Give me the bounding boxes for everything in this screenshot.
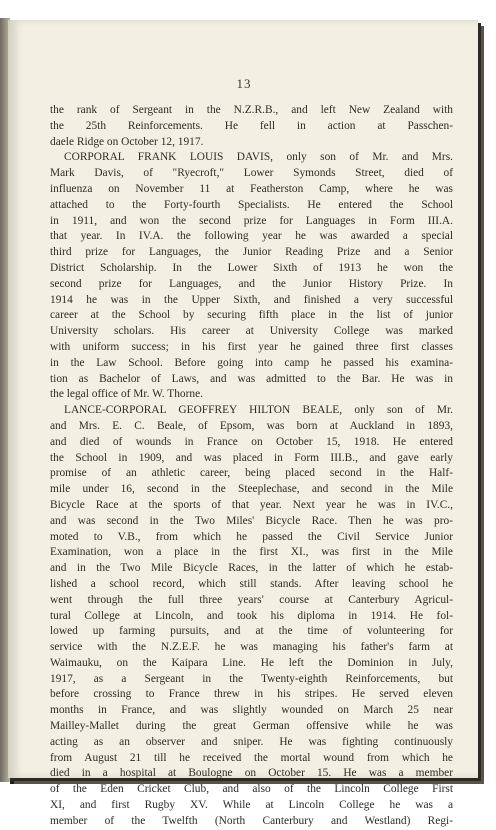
text-line: in the Law School. Before going into camp he passed his examina-: [50, 356, 453, 369]
text-line: 1914 he was in the Upper Sixth, and finished a very successful: [50, 293, 453, 306]
text-line: Mark Davis, of "Ryecroft," Lower Symonds Street, died of: [50, 167, 453, 180]
text-line: the legal office of Mr. W. Thorne.: [50, 388, 203, 401]
text-line: and in the Two Mile Bicycle Races, in the latter of which he estab-: [50, 562, 453, 575]
text-line: went through the full three years' course at Canterbury Agricul-: [50, 593, 453, 606]
text-line: service with the N.Z.E.F. he was managing his father's farm at: [50, 641, 453, 654]
text-line: from August 21 till he received the mortal wound from which he: [50, 751, 453, 764]
text-line: third prize for Languages, the Junior Reading Prize and a Senior: [50, 246, 453, 259]
text-line: tural College at Lincoln, and took his diploma in 1914. He fol-: [50, 609, 453, 622]
text-line: and died of wounds in France on October 15, 1918. He entered: [50, 435, 453, 448]
text-line: promise of an athletic career, being placed second in the Half-: [50, 467, 453, 480]
text-line: Examination, won a place in the first XI., was first in the Mile: [50, 546, 453, 559]
text-line: mile under 16, second in the Steeplechase, and second in the Mile: [50, 483, 453, 496]
text-line: lowed up farming pursuits, and at the time of volunteering for: [50, 625, 453, 638]
text-line: that year. In IV.A. the following year he was awarded a special: [50, 230, 453, 243]
text-line: the rank of Sergeant in the N.Z.R.B., and left New Zealand with: [50, 104, 453, 116]
text-line: attached to the Forty-fourth Specialists. He entered the School: [50, 198, 453, 211]
text-line: member of the Twelfth (North Canterbury and Westland) Regi-: [50, 814, 453, 827]
text-line: tion as Bachelor of Laws, and was admitted to the Bar. He was in: [50, 372, 453, 385]
text-line: lished a school record, which still stands. After leaving school he: [50, 577, 453, 590]
text-line: LANCE-CORPORAL GEOFFREY HILTON BEALE, only son of Mr.: [64, 404, 453, 417]
text-line: Waimauku, on the Kaipara Line. He left the Dominion in July,: [50, 656, 453, 669]
page-body-text: [50, 103, 453, 830]
text-line: in 1911, and won the second prize for Languages in Form III.A.: [50, 214, 453, 227]
text-line: before crossing to France threw in his stripes. He served eleven: [50, 688, 453, 701]
text-line: and Mrs. E. C. Beale, of Epsom, was born at Auckland in 1893,: [50, 419, 453, 432]
text-line: District Scholarship. In the Lower Sixth of 1913 he won the: [50, 261, 453, 274]
text-line: the 25th Reinforcements. He fell in action at Passchen-: [50, 119, 453, 132]
text-line: influenza on November 11 at Featherston Camp, where he was: [50, 182, 453, 195]
text-line: career at the School by securing fifth place in the list of junior: [50, 309, 453, 322]
text-line: and was second in the Two Miles' Bicycle Race. Then he was pro-: [50, 514, 453, 527]
text-line: died in a hospital at Boulogne on October 15. He was a member: [50, 767, 453, 780]
text-line: second prize for Languages, and the Junior History Prize. In: [50, 277, 453, 290]
text-line: acting as an observer and sniper. He was fighting continuously: [50, 735, 453, 748]
book-page: [8, 20, 478, 827]
text-line: months in France, and was slightly wounded on March 25 near: [50, 704, 453, 717]
text-line: Bicycle Race at the sports of that year. Next year he was in IV.C.,: [50, 498, 453, 511]
text-line: moted to V.B., from which he passed the Civil Service Junior: [50, 530, 453, 543]
text-line: Mailley-Mallet during the great German offensive while he was: [50, 720, 453, 733]
text-line: CORPORAL FRANK LOUIS DAVIS, only son of Mr. and Mrs.: [64, 151, 453, 164]
page-number: 13: [236, 76, 252, 91]
text-line: the School in 1909, and was placed in Form III.B., and gave early: [50, 451, 453, 464]
text-line: with uniform success; in his first year he gained three first classes: [50, 340, 453, 353]
text-line: XI, and first Rugby XV. While at Lincoln College he was a: [50, 799, 453, 812]
text-line: daele Ridge on October 12, 1917.: [50, 135, 204, 148]
text-line: 1917, as a Sergeant in the Twenty-eighth Reinforcements, but: [50, 672, 453, 685]
text-line: University scholars. His career at University College was marked: [50, 325, 453, 338]
text-line: of the Eden Cricket Club, and also of the Lincoln College First: [50, 783, 453, 796]
scan-background: [0, 0, 496, 22]
